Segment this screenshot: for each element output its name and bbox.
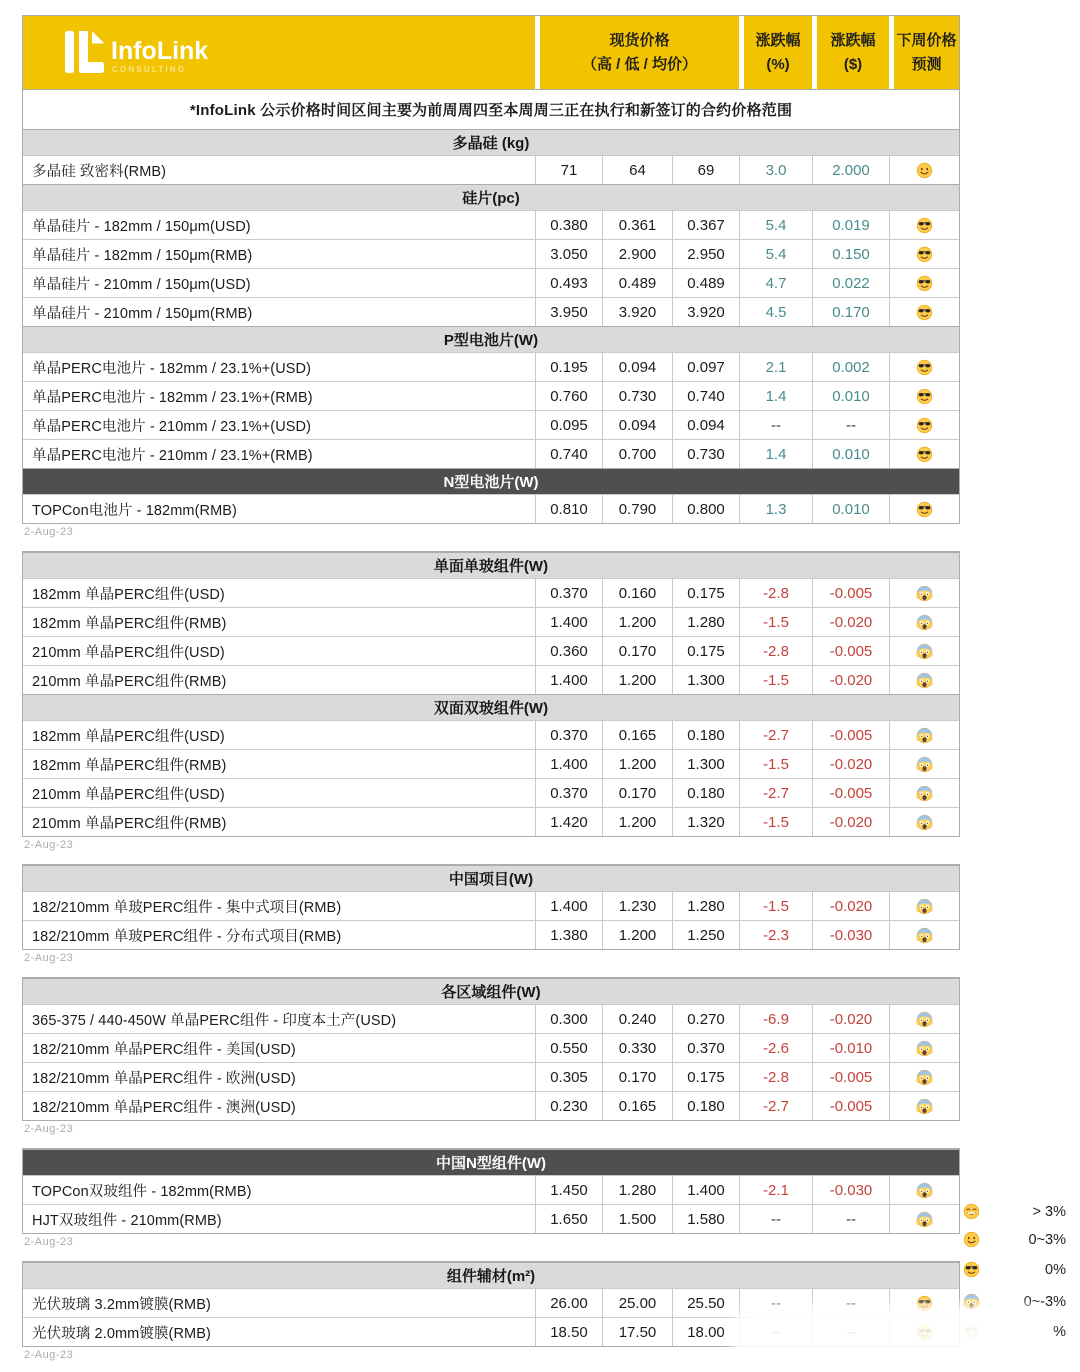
cool-emoji-icon — [889, 298, 959, 326]
change-usd: -0.010 — [812, 1034, 889, 1062]
svg-text:CONSULTING: CONSULTING — [112, 64, 187, 74]
price-avg: 0.175 — [672, 637, 739, 665]
change-pct: 2.1 — [739, 353, 812, 381]
row-label: 单晶PERC电池片 - 210mm / 23.1%+(USD) — [32, 418, 312, 435]
change-usd: -0.020 — [812, 666, 889, 694]
price-high: 1.450 — [535, 1176, 602, 1204]
price-avg: 0.180 — [672, 721, 739, 749]
price-avg: 3.920 — [672, 298, 739, 326]
price-high: 0.370 — [535, 579, 602, 607]
row-label: 210mm 单晶PERC组件(RMB) — [32, 673, 227, 690]
row-label: 182/210mm 单晶PERC组件 - 欧洲(USD) — [32, 1070, 296, 1087]
change-usd: -- — [812, 1289, 889, 1317]
legend-item — [963, 1293, 1066, 1310]
table-row — [23, 636, 959, 665]
row-label: 单晶PERC电池片 - 182mm / 23.1%+(RMB) — [32, 389, 313, 406]
price-high: 0.740 — [535, 440, 602, 468]
price-low: 3.920 — [602, 298, 672, 326]
cool-emoji-icon — [889, 353, 959, 381]
column-header-forecast: 下周价格 预测 — [889, 16, 959, 89]
legend-label: 0% — [1045, 1261, 1066, 1278]
price-high: 1.380 — [535, 921, 602, 949]
table-row — [23, 749, 959, 778]
scream-emoji-icon — [889, 808, 959, 836]
price-avg: 0.730 — [672, 440, 739, 468]
row-label: 182mm 单晶PERC组件(RMB) — [32, 757, 227, 774]
row-label: 单晶硅片 - 210mm / 150μm(RMB) — [32, 305, 253, 322]
change-pct: 5.4 — [739, 240, 812, 268]
change-pct: -1.5 — [739, 750, 812, 778]
change-pct: 5.4 — [739, 211, 812, 239]
table-row — [23, 381, 959, 410]
price-low: 0.170 — [602, 779, 672, 807]
table-row — [23, 920, 959, 949]
price-low: 25.00 — [602, 1289, 672, 1317]
change-pct: -- — [739, 1205, 812, 1233]
change-usd: 2.000 — [812, 156, 889, 184]
change-pct: 4.5 — [739, 298, 812, 326]
price-high: 0.370 — [535, 779, 602, 807]
change-pct: -1.5 — [739, 666, 812, 694]
change-pct: -2.7 — [739, 779, 812, 807]
price-avg: 25.50 — [672, 1289, 739, 1317]
date-label: 2-Aug-23 — [24, 839, 74, 851]
section-header: 双面双玻组件(W) — [23, 694, 959, 720]
table-row — [23, 155, 959, 184]
row-label: 单晶PERC电池片 - 182mm / 23.1%+(USD) — [32, 360, 312, 377]
cool-emoji-icon — [889, 382, 959, 410]
row-label: 182/210mm 单晶PERC组件 - 美国(USD) — [32, 1041, 296, 1058]
svg-text:InfoLink: InfoLink — [111, 36, 209, 65]
table-row — [23, 720, 959, 749]
cool-emoji-icon — [889, 411, 959, 439]
price-low: 0.165 — [602, 721, 672, 749]
row-label: 182/210mm 单玻PERC组件 - 集中式项目(RMB) — [32, 899, 342, 916]
price-avg: 2.950 — [672, 240, 739, 268]
price-low: 0.361 — [602, 211, 672, 239]
price-high: 1.650 — [535, 1205, 602, 1233]
date-label: 2-Aug-23 — [24, 526, 74, 538]
price-low: 1.230 — [602, 892, 672, 920]
change-usd: -- — [812, 1205, 889, 1233]
date-label: 2-Aug-23 — [24, 952, 74, 964]
column-header-change-usd: 涨跌幅 ($) — [812, 16, 889, 89]
price-avg: 1.400 — [672, 1176, 739, 1204]
scream-emoji-icon — [963, 1293, 980, 1310]
price-high: 0.380 — [535, 211, 602, 239]
price-low: 1.200 — [602, 808, 672, 836]
change-pct: -2.8 — [739, 1063, 812, 1091]
change-usd: -0.020 — [812, 750, 889, 778]
row-label: 365-375 / 440-450W 单晶PERC组件 - 印度本土产(USD) — [32, 1012, 397, 1029]
price-high: 71 — [535, 156, 602, 184]
cool-emoji-icon — [889, 211, 959, 239]
legend-label: 0~-3% — [1023, 1293, 1066, 1310]
legend-item — [963, 1203, 1066, 1220]
row-label: 182mm 单晶PERC组件(USD) — [32, 728, 225, 745]
scream-emoji-icon — [889, 608, 959, 636]
change-pct: 1.4 — [739, 382, 812, 410]
price-low: 0.165 — [602, 1092, 672, 1120]
scream-emoji-icon — [889, 721, 959, 749]
date-label: 2-Aug-23 — [24, 1349, 74, 1361]
legend-label: % — [1053, 1323, 1066, 1340]
price-high: 3.050 — [535, 240, 602, 268]
change-pct: -2.1 — [739, 1176, 812, 1204]
price-high: 1.420 — [535, 808, 602, 836]
change-usd: -0.005 — [812, 721, 889, 749]
section-header: 中国项目(W) — [23, 865, 959, 891]
row-label: HJT双玻组件 - 210mm(RMB) — [32, 1212, 222, 1229]
price-high: 1.400 — [535, 750, 602, 778]
scream-emoji-icon — [889, 579, 959, 607]
price-high: 0.810 — [535, 495, 602, 523]
row-label: 182mm 单晶PERC组件(USD) — [32, 586, 225, 603]
change-pct: -- — [739, 411, 812, 439]
change-pct: 1.3 — [739, 495, 812, 523]
price-avg: 1.280 — [672, 608, 739, 636]
row-label: TOPCon双玻组件 - 182mm(RMB) — [32, 1183, 252, 1200]
price-high: 26.00 — [535, 1289, 602, 1317]
price-avg: 0.740 — [672, 382, 739, 410]
table-row — [23, 807, 959, 836]
row-label: 210mm 单晶PERC组件(USD) — [32, 644, 225, 661]
table-row — [23, 1175, 959, 1204]
section-header: 多晶硅 (kg) — [23, 129, 959, 155]
section-header: 各区域组件(W) — [23, 978, 959, 1004]
price-avg: 0.094 — [672, 411, 739, 439]
row-label: 单晶PERC电池片 - 210mm / 23.1%+(RMB) — [32, 447, 313, 464]
scream-emoji-icon — [889, 1005, 959, 1033]
change-pct: -2.6 — [739, 1034, 812, 1062]
price-high: 0.305 — [535, 1063, 602, 1091]
price-low: 0.489 — [602, 269, 672, 297]
table-groups — [22, 15, 960, 1372]
change-usd: -0.005 — [812, 1092, 889, 1120]
price-high: 1.400 — [535, 892, 602, 920]
price-avg: 0.270 — [672, 1005, 739, 1033]
change-pct: -2.7 — [739, 1092, 812, 1120]
change-usd: 0.010 — [812, 495, 889, 523]
change-pct: -1.5 — [739, 608, 812, 636]
column-header-spot-price: 现货价格 （高 / 低 / 均价） — [535, 16, 739, 89]
price-high: 0.550 — [535, 1034, 602, 1062]
legend-label: 0~3% — [1028, 1231, 1066, 1248]
change-usd: 0.010 — [812, 382, 889, 410]
main-price-table — [22, 15, 960, 524]
change-usd: 0.010 — [812, 440, 889, 468]
price-low: 0.170 — [602, 637, 672, 665]
price-low: 1.280 — [602, 1176, 672, 1204]
table-row — [23, 352, 959, 381]
price-low: 0.170 — [602, 1063, 672, 1091]
change-usd: -- — [812, 411, 889, 439]
scream-emoji-icon — [889, 892, 959, 920]
table-row — [23, 439, 959, 468]
scream-emoji-icon — [889, 921, 959, 949]
change-usd: -0.020 — [812, 608, 889, 636]
price-avg: 0.180 — [672, 1092, 739, 1120]
smile-emoji-icon — [963, 1231, 980, 1248]
scream-emoji-icon — [889, 637, 959, 665]
section-header: 硅片(pc) — [23, 184, 959, 210]
change-usd: -0.005 — [812, 579, 889, 607]
price-low: 0.160 — [602, 579, 672, 607]
table-row — [23, 1204, 959, 1233]
price-low: 0.730 — [602, 382, 672, 410]
price-low: 1.200 — [602, 750, 672, 778]
change-pct: -2.7 — [739, 721, 812, 749]
change-usd: -0.020 — [812, 1005, 889, 1033]
price-avg: 1.300 — [672, 666, 739, 694]
table-header-row — [23, 16, 959, 89]
table-row — [23, 1004, 959, 1033]
row-label: 182mm 单晶PERC组件(RMB) — [32, 615, 227, 632]
price-low: 2.900 — [602, 240, 672, 268]
infolink-logo-icon — [59, 26, 234, 80]
price-avg: 0.800 — [672, 495, 739, 523]
scream-emoji-icon — [889, 1092, 959, 1120]
table-row — [23, 268, 959, 297]
price-avg: 1.300 — [672, 750, 739, 778]
scream-emoji-icon — [889, 1176, 959, 1204]
price-low: 0.330 — [602, 1034, 672, 1062]
table-row — [23, 210, 959, 239]
section-header: 组件辅材(m²) — [23, 1262, 959, 1288]
price-high: 0.370 — [535, 721, 602, 749]
change-usd: -0.005 — [812, 779, 889, 807]
change-pct: -2.8 — [739, 637, 812, 665]
change-pct: -6.9 — [739, 1005, 812, 1033]
price-low: 1.200 — [602, 666, 672, 694]
row-label: 210mm 单晶PERC组件(USD) — [32, 786, 225, 803]
section-header: P型电池片(W) — [23, 326, 959, 352]
price-table-group — [22, 977, 960, 1121]
change-usd: -0.020 — [812, 892, 889, 920]
date-label: 2-Aug-23 — [24, 1123, 74, 1135]
row-label: 单晶硅片 - 182mm / 150μm(RMB) — [32, 247, 253, 264]
change-pct: 3.0 — [739, 156, 812, 184]
section-header: 单面单玻组件(W) — [23, 552, 959, 578]
table-row — [23, 297, 959, 326]
price-low: 1.200 — [602, 608, 672, 636]
price-avg: 0.489 — [672, 269, 739, 297]
table-row — [23, 891, 959, 920]
column-header-change-pct: 涨跌幅 (%) — [739, 16, 812, 89]
price-high: 1.400 — [535, 666, 602, 694]
price-avg: 0.175 — [672, 1063, 739, 1091]
scream-emoji-icon — [889, 1063, 959, 1091]
row-label: 单晶硅片 - 210mm / 150μm(USD) — [32, 276, 251, 293]
smile-emoji-icon — [889, 156, 959, 184]
section-header: 中国N型组件(W) — [23, 1149, 959, 1175]
price-high: 0.493 — [535, 269, 602, 297]
price-low: 0.240 — [602, 1005, 672, 1033]
cool-emoji-icon — [889, 240, 959, 268]
row-label: TOPCon电池片 - 182mm(RMB) — [32, 502, 237, 519]
scream-emoji-icon — [889, 666, 959, 694]
change-usd: -0.005 — [812, 637, 889, 665]
price-avg: 0.175 — [672, 579, 739, 607]
change-usd: 0.002 — [812, 353, 889, 381]
price-low: 17.50 — [602, 1318, 672, 1346]
scream-emoji-icon — [889, 750, 959, 778]
price-avg: 1.320 — [672, 808, 739, 836]
table-row — [23, 665, 959, 694]
change-usd: 0.170 — [812, 298, 889, 326]
scream-emoji-icon — [889, 1205, 959, 1233]
price-low: 0.094 — [602, 353, 672, 381]
legend-item — [963, 1231, 1066, 1248]
table-row — [23, 494, 959, 523]
change-pct: -- — [739, 1289, 812, 1317]
infolink-logo — [23, 16, 535, 89]
scream-emoji-icon — [889, 1034, 959, 1062]
change-pct: -1.5 — [739, 892, 812, 920]
cool-emoji-icon — [889, 440, 959, 468]
change-pct: 1.4 — [739, 440, 812, 468]
section-header: N型电池片(W) — [23, 468, 959, 494]
price-avg: 69 — [672, 156, 739, 184]
price-table-group — [22, 551, 960, 837]
price-avg: 1.580 — [672, 1205, 739, 1233]
row-label: 光伏玻璃 2.0mm镀膜(RMB) — [32, 1325, 211, 1342]
price-avg: 1.280 — [672, 892, 739, 920]
table-row — [23, 410, 959, 439]
white-blur-overlay — [738, 1312, 1042, 1356]
price-low: 0.700 — [602, 440, 672, 468]
price-avg: 0.097 — [672, 353, 739, 381]
price-table-group — [22, 1148, 960, 1234]
table-row — [23, 1091, 959, 1120]
price-avg: 0.367 — [672, 211, 739, 239]
change-pct: -2.3 — [739, 921, 812, 949]
change-usd: -0.030 — [812, 1176, 889, 1204]
change-pct: -1.5 — [739, 808, 812, 836]
price-low: 0.790 — [602, 495, 672, 523]
table-row — [23, 1062, 959, 1091]
price-low: 64 — [602, 156, 672, 184]
price-high: 0.360 — [535, 637, 602, 665]
change-usd: 0.019 — [812, 211, 889, 239]
price-period-note: *InfoLink 公示价格时间区间主要为前周周四至本周周三正在执行和新签订的合约价格范围 — [23, 89, 959, 129]
scream-emoji-icon — [889, 779, 959, 807]
row-label: 光伏玻璃 3.2mm镀膜(RMB) — [32, 1296, 211, 1313]
cool-emoji-icon — [963, 1261, 980, 1278]
change-usd: 0.150 — [812, 240, 889, 268]
table-row — [23, 239, 959, 268]
price-high: 0.760 — [535, 382, 602, 410]
price-low: 1.500 — [602, 1205, 672, 1233]
row-label: 182/210mm 单晶PERC组件 - 澳洲(USD) — [32, 1099, 296, 1116]
price-avg: 0.370 — [672, 1034, 739, 1062]
price-high: 0.095 — [535, 411, 602, 439]
price-high: 18.50 — [535, 1318, 602, 1346]
legend-label: > 3% — [1032, 1203, 1066, 1220]
price-table-group — [22, 864, 960, 950]
row-label: 多晶硅 致密料(RMB) — [32, 163, 167, 180]
grin-emoji-icon — [963, 1203, 980, 1220]
row-label: 210mm 单晶PERC组件(RMB) — [32, 815, 227, 832]
cool-emoji-icon — [889, 495, 959, 523]
price-low: 1.200 — [602, 921, 672, 949]
table-row — [23, 778, 959, 807]
price-avg: 18.00 — [672, 1318, 739, 1346]
change-usd: 0.022 — [812, 269, 889, 297]
legend-item — [963, 1261, 1066, 1278]
row-label: 单晶硅片 - 182mm / 150μm(USD) — [32, 218, 251, 235]
price-high: 3.950 — [535, 298, 602, 326]
price-avg: 1.250 — [672, 921, 739, 949]
price-high: 0.230 — [535, 1092, 602, 1120]
price-avg: 0.180 — [672, 779, 739, 807]
change-usd: -0.020 — [812, 808, 889, 836]
price-low: 0.094 — [602, 411, 672, 439]
price-high: 0.195 — [535, 353, 602, 381]
price-high: 0.300 — [535, 1005, 602, 1033]
table-row — [23, 1033, 959, 1062]
row-label: 182/210mm 单玻PERC组件 - 分布式项目(RMB) — [32, 928, 342, 945]
table-row — [23, 607, 959, 636]
date-label: 2-Aug-23 — [24, 1236, 74, 1248]
change-usd: -0.030 — [812, 921, 889, 949]
price-high: 1.400 — [535, 608, 602, 636]
change-pct: -2.8 — [739, 579, 812, 607]
change-usd: -0.005 — [812, 1063, 889, 1091]
table-row — [23, 578, 959, 607]
change-pct: 4.7 — [739, 269, 812, 297]
cool-emoji-icon — [889, 269, 959, 297]
